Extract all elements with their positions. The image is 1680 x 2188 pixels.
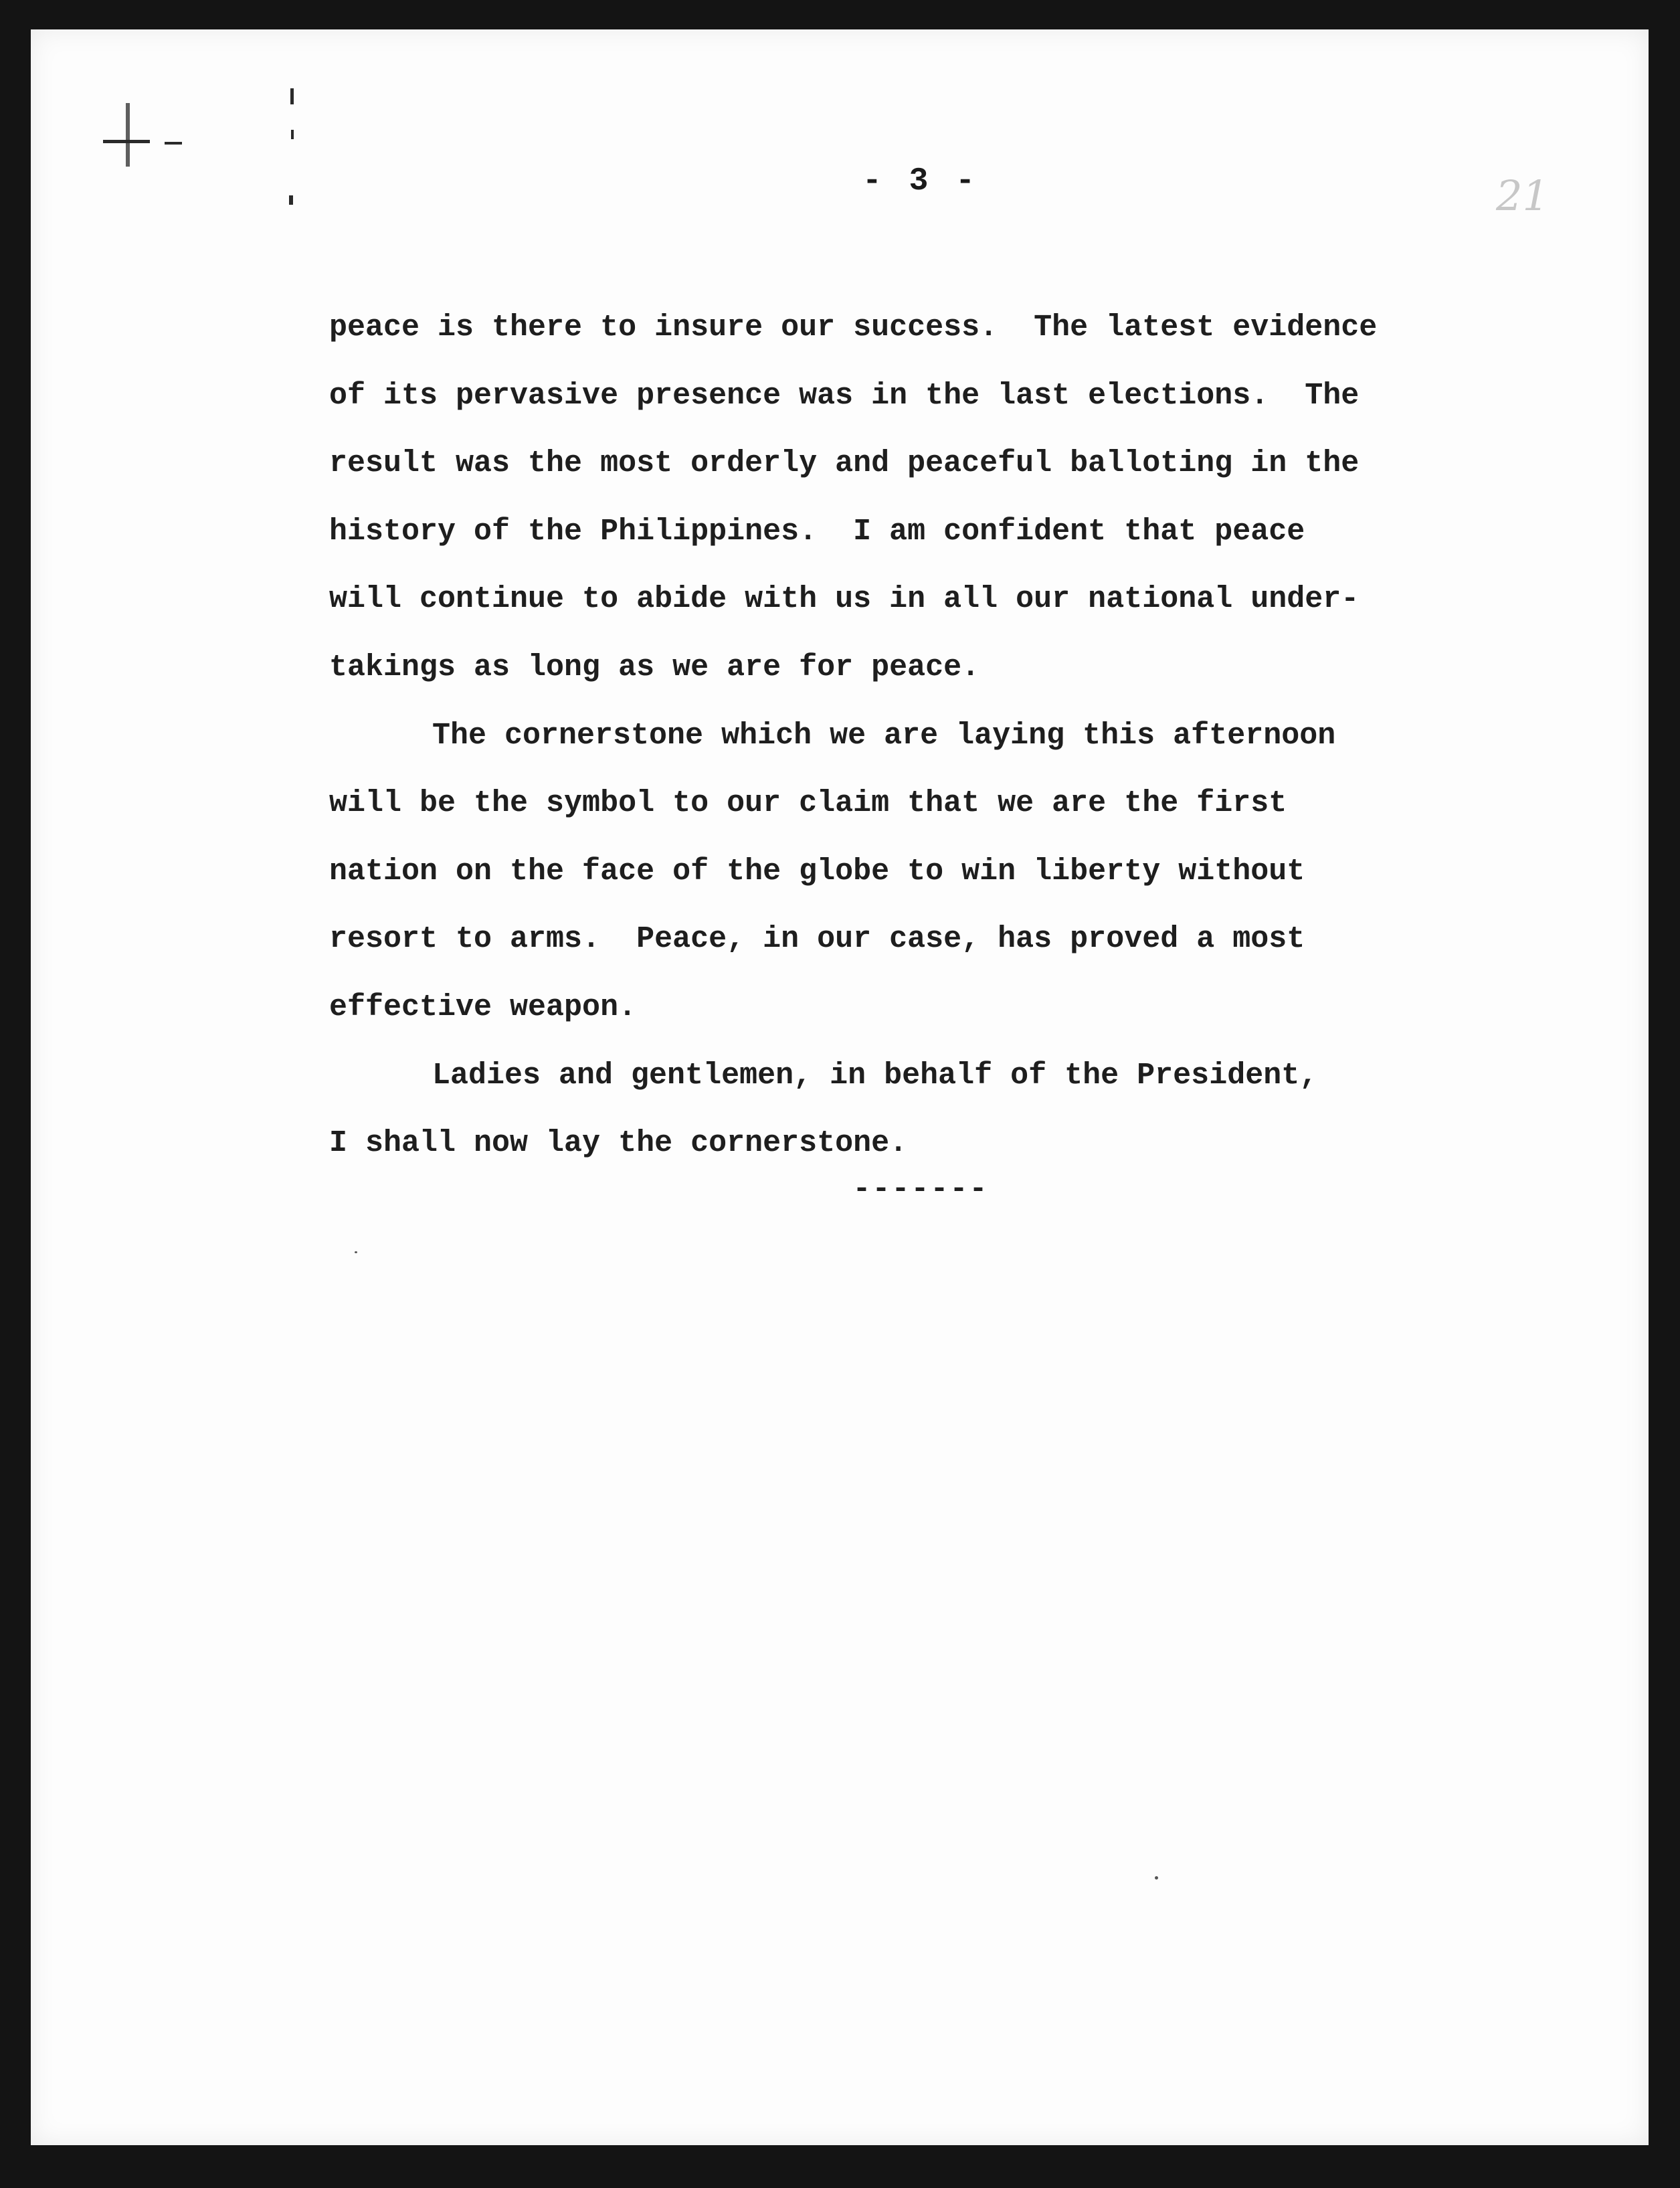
text-line: Ladies and gentlemen, in behalf of the President, xyxy=(432,1058,1318,1093)
margin-dot-1 xyxy=(290,88,294,104)
text-line: will be the symbol to our claim that we are the first xyxy=(329,786,1287,821)
text-line: takings as long as we are for peace. xyxy=(329,650,980,685)
speck xyxy=(1155,1876,1158,1880)
text-line: will continue to abide with us in all our national under- xyxy=(329,582,1360,617)
handwritten-folio-number: 21 xyxy=(1496,171,1549,220)
registration-mark-dash xyxy=(165,142,182,145)
paragraph-3 xyxy=(329,1042,1574,1178)
text-line: of its pervasive presence was in the last elections. The xyxy=(329,378,1360,413)
text-line: peace is there to insure our success. The latest evidence xyxy=(329,310,1378,345)
end-rule: ------- xyxy=(852,1172,989,1206)
text-line: resort to arms. Peace, in our case, has proved a most xyxy=(329,922,1305,957)
text-line: result was the most orderly and peaceful balloting in the xyxy=(329,446,1360,481)
text-line: effective weapon. xyxy=(329,990,637,1024)
paragraph-1 xyxy=(329,294,1574,702)
speck xyxy=(355,1251,357,1253)
text-line: history of the Philippines. I am confident that peace xyxy=(329,514,1305,549)
page-number: - 3 - xyxy=(862,163,979,199)
document-page xyxy=(31,29,1649,2145)
margin-dot-2 xyxy=(291,130,294,139)
paragraph-2 xyxy=(329,702,1574,1042)
registration-mark-vertical xyxy=(126,103,130,167)
text-line: nation on the face of the globe to win liberty without xyxy=(329,854,1305,889)
text-line: The cornerstone which we are laying this afternoon xyxy=(432,718,1336,753)
text-line: I shall now lay the cornerstone. xyxy=(329,1126,908,1161)
body-text xyxy=(329,294,1574,1178)
